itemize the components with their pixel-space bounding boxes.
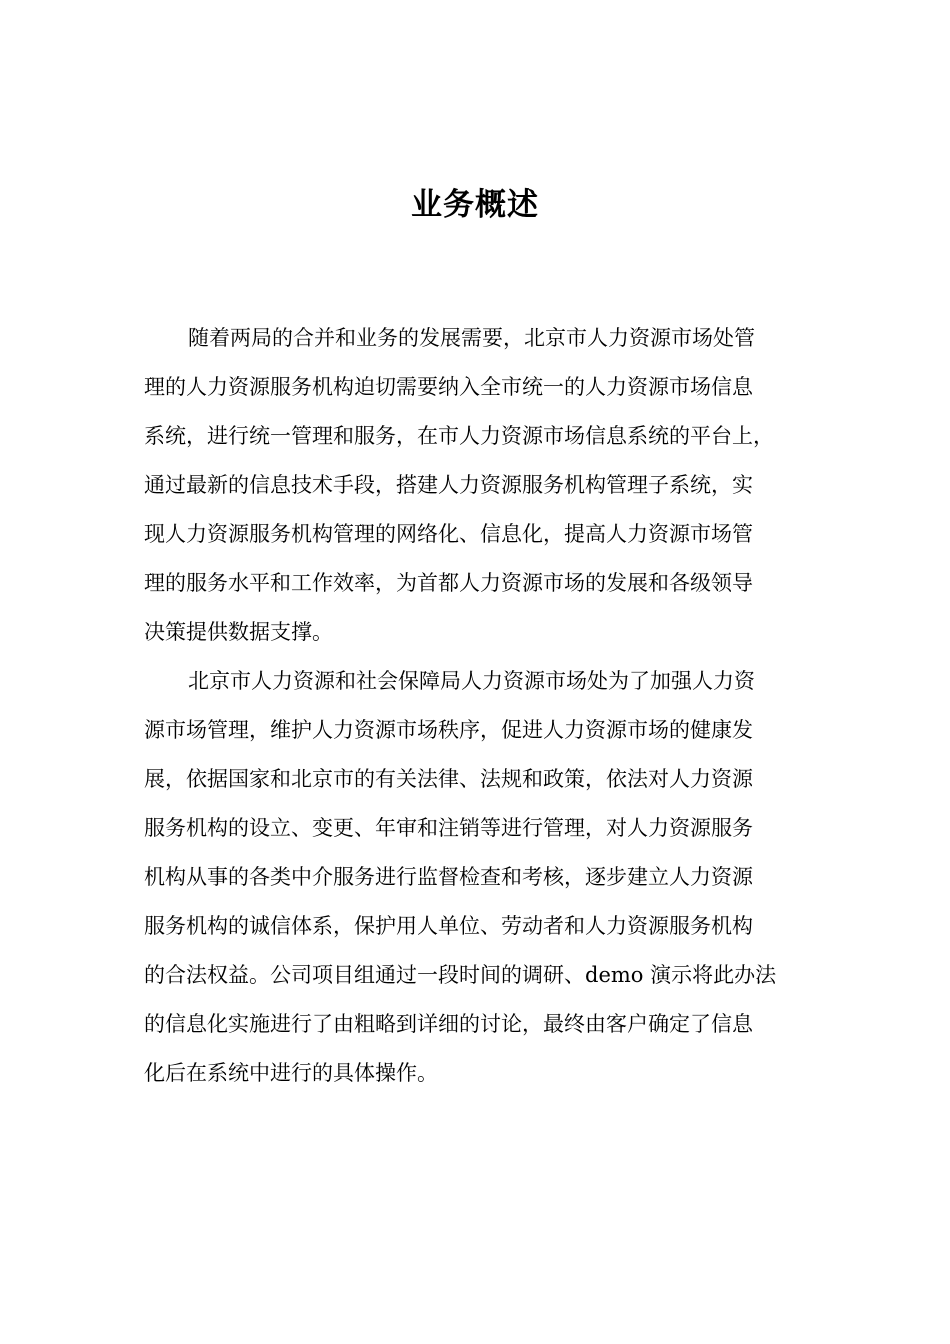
paragraph-2-line-3: 展，依据国家和北京市的有关法律、法规和政策，依法对人力资源 bbox=[144, 767, 753, 791]
paragraph-2-line-2: 源市场管理，维护人力资源市场秩序，促进人力资源市场的健康发 bbox=[144, 718, 753, 742]
paragraph-2-line-6: 服务机构的诚信体系，保护用人单位、劳动者和人力资源服务机构 bbox=[144, 914, 753, 938]
paragraph-1-line-6: 理的服务水平和工作效率，为首都人力资源市场的发展和各级领导 bbox=[144, 571, 753, 595]
paragraph-2-line-5: 机构从事的各类中介服务进行监督检查和考核，逐步建立人力资源 bbox=[144, 865, 753, 889]
paragraph-1-line-2: 理的人力资源服务机构迫切需要纳入全市统一的人力资源市场信息 bbox=[144, 375, 753, 399]
paragraph-1-line-4: 通过最新的信息技术手段，搭建人力资源服务机构管理子系统，实 bbox=[144, 473, 753, 497]
body-text bbox=[144, 314, 814, 1098]
paragraph-2-line-9: 化后在系统中进行的具体操作。 bbox=[144, 1061, 438, 1085]
paragraph-2-line-8: 的信息化实施进行了由粗略到详细的讨论，最终由客户确定了信息 bbox=[144, 1012, 753, 1036]
paragraph-2-line-7: 的合法权益。公司项目组通过一段时间的调研、demo 演示将此办法 bbox=[144, 963, 777, 987]
paragraph-2 bbox=[144, 657, 814, 1098]
paragraph-1 bbox=[144, 314, 814, 657]
paragraph-2-line-1: 北京市人力资源和社会保障局人力资源市场处为了加强人力资 bbox=[188, 669, 755, 693]
page-title: 业务概述 bbox=[411, 187, 539, 223]
paragraph-2-line-4: 服务机构的设立、变更、年审和注销等进行管理，对人力资源服务 bbox=[144, 816, 753, 840]
paragraph-1-line-5: 现人力资源服务机构管理的网络化、信息化，提高人力资源市场管 bbox=[144, 522, 753, 546]
paragraph-1-line-3: 系统，进行统一管理和服务，在市人力资源市场信息系统的平台上， bbox=[144, 424, 774, 448]
paragraph-1-line-7: 决策提供数据支撑。 bbox=[144, 620, 333, 644]
paragraph-1-line-1: 随着两局的合并和业务的发展需要，北京市人力资源市场处管 bbox=[188, 326, 755, 350]
